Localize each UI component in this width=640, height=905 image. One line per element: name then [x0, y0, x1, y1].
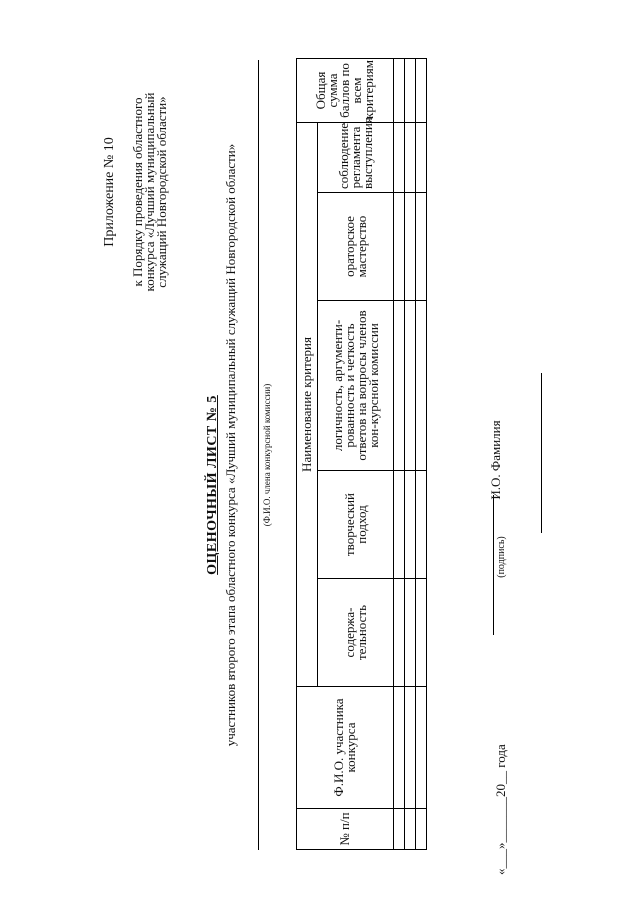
table-cell[interactable]	[405, 809, 416, 850]
appendix-note	[104, 62, 168, 322]
table-row	[394, 58, 405, 849]
commission-caption: (Ф.И.О. члена конкурсной комиссии)	[262, 383, 272, 527]
form-subtitle: участников второго этапа областного конкурса «Лучший муниципальный служащий Новгородской области»	[223, 143, 238, 747]
table-cell[interactable]	[394, 809, 405, 850]
date-field: «___»_______20__ года	[493, 744, 508, 875]
appendix-title: Приложение № 10	[102, 137, 117, 247]
header-number: № п/п	[297, 809, 394, 850]
signer-name: И.О. Фамилия	[488, 420, 503, 500]
header-total-score: Общая сумма баллов по всем критериям	[297, 58, 394, 122]
table-cell[interactable]	[405, 687, 416, 809]
appendix-line-2: конкурса «Лучший муниципальный	[142, 92, 157, 292]
table-cell[interactable]	[394, 687, 405, 809]
table-cell[interactable]	[416, 122, 427, 192]
table-cell[interactable]	[394, 193, 405, 301]
table-cell[interactable]	[416, 193, 427, 301]
table-cell[interactable]	[416, 809, 427, 850]
table-cell[interactable]	[405, 301, 416, 471]
form-title: ОЦЕНОЧНЫЙ ЛИСТ № 5	[205, 395, 220, 575]
table-cell[interactable]	[394, 579, 405, 687]
table-cell[interactable]	[416, 687, 427, 809]
table-cell[interactable]	[416, 579, 427, 687]
header-criterion-oratory: ораторское мастерство	[318, 193, 394, 301]
table-row	[405, 58, 416, 849]
table-cell[interactable]	[405, 193, 416, 301]
name-line	[541, 373, 542, 533]
commission-member-line	[258, 60, 259, 850]
table-cell[interactable]	[394, 58, 405, 122]
header-criterion-content: содержа-тельность	[318, 579, 394, 687]
table-cell[interactable]	[394, 471, 405, 579]
table-cell[interactable]	[416, 471, 427, 579]
table-cell[interactable]	[405, 579, 416, 687]
table-cell[interactable]	[405, 58, 416, 122]
table-cell[interactable]	[416, 301, 427, 471]
signature-caption: (подпись)	[496, 536, 507, 578]
appendix-line-1: к Порядку проведения областного	[130, 97, 145, 287]
header-criterion-creativity: творческий подход	[318, 471, 394, 579]
header-participant-name: Ф.И.О. участника конкурса	[297, 687, 394, 809]
header-criteria-group: Наименование критерия	[297, 122, 318, 686]
signature-line	[493, 495, 494, 635]
header-criterion-logic: логичность, аргументи-рованность и четкость ответов на вопросы членов кон-курсной комиссии	[318, 301, 394, 471]
table-cell[interactable]	[394, 122, 405, 192]
appendix-line-3: служащий Новгородской области»	[154, 96, 169, 288]
score-table	[296, 58, 427, 850]
table-row	[416, 58, 427, 849]
table-cell[interactable]	[416, 58, 427, 122]
table-cell[interactable]	[394, 301, 405, 471]
table-cell[interactable]	[405, 122, 416, 192]
table-cell[interactable]	[405, 471, 416, 579]
header-criterion-timing: соблюдение регламента выступления	[318, 122, 394, 192]
